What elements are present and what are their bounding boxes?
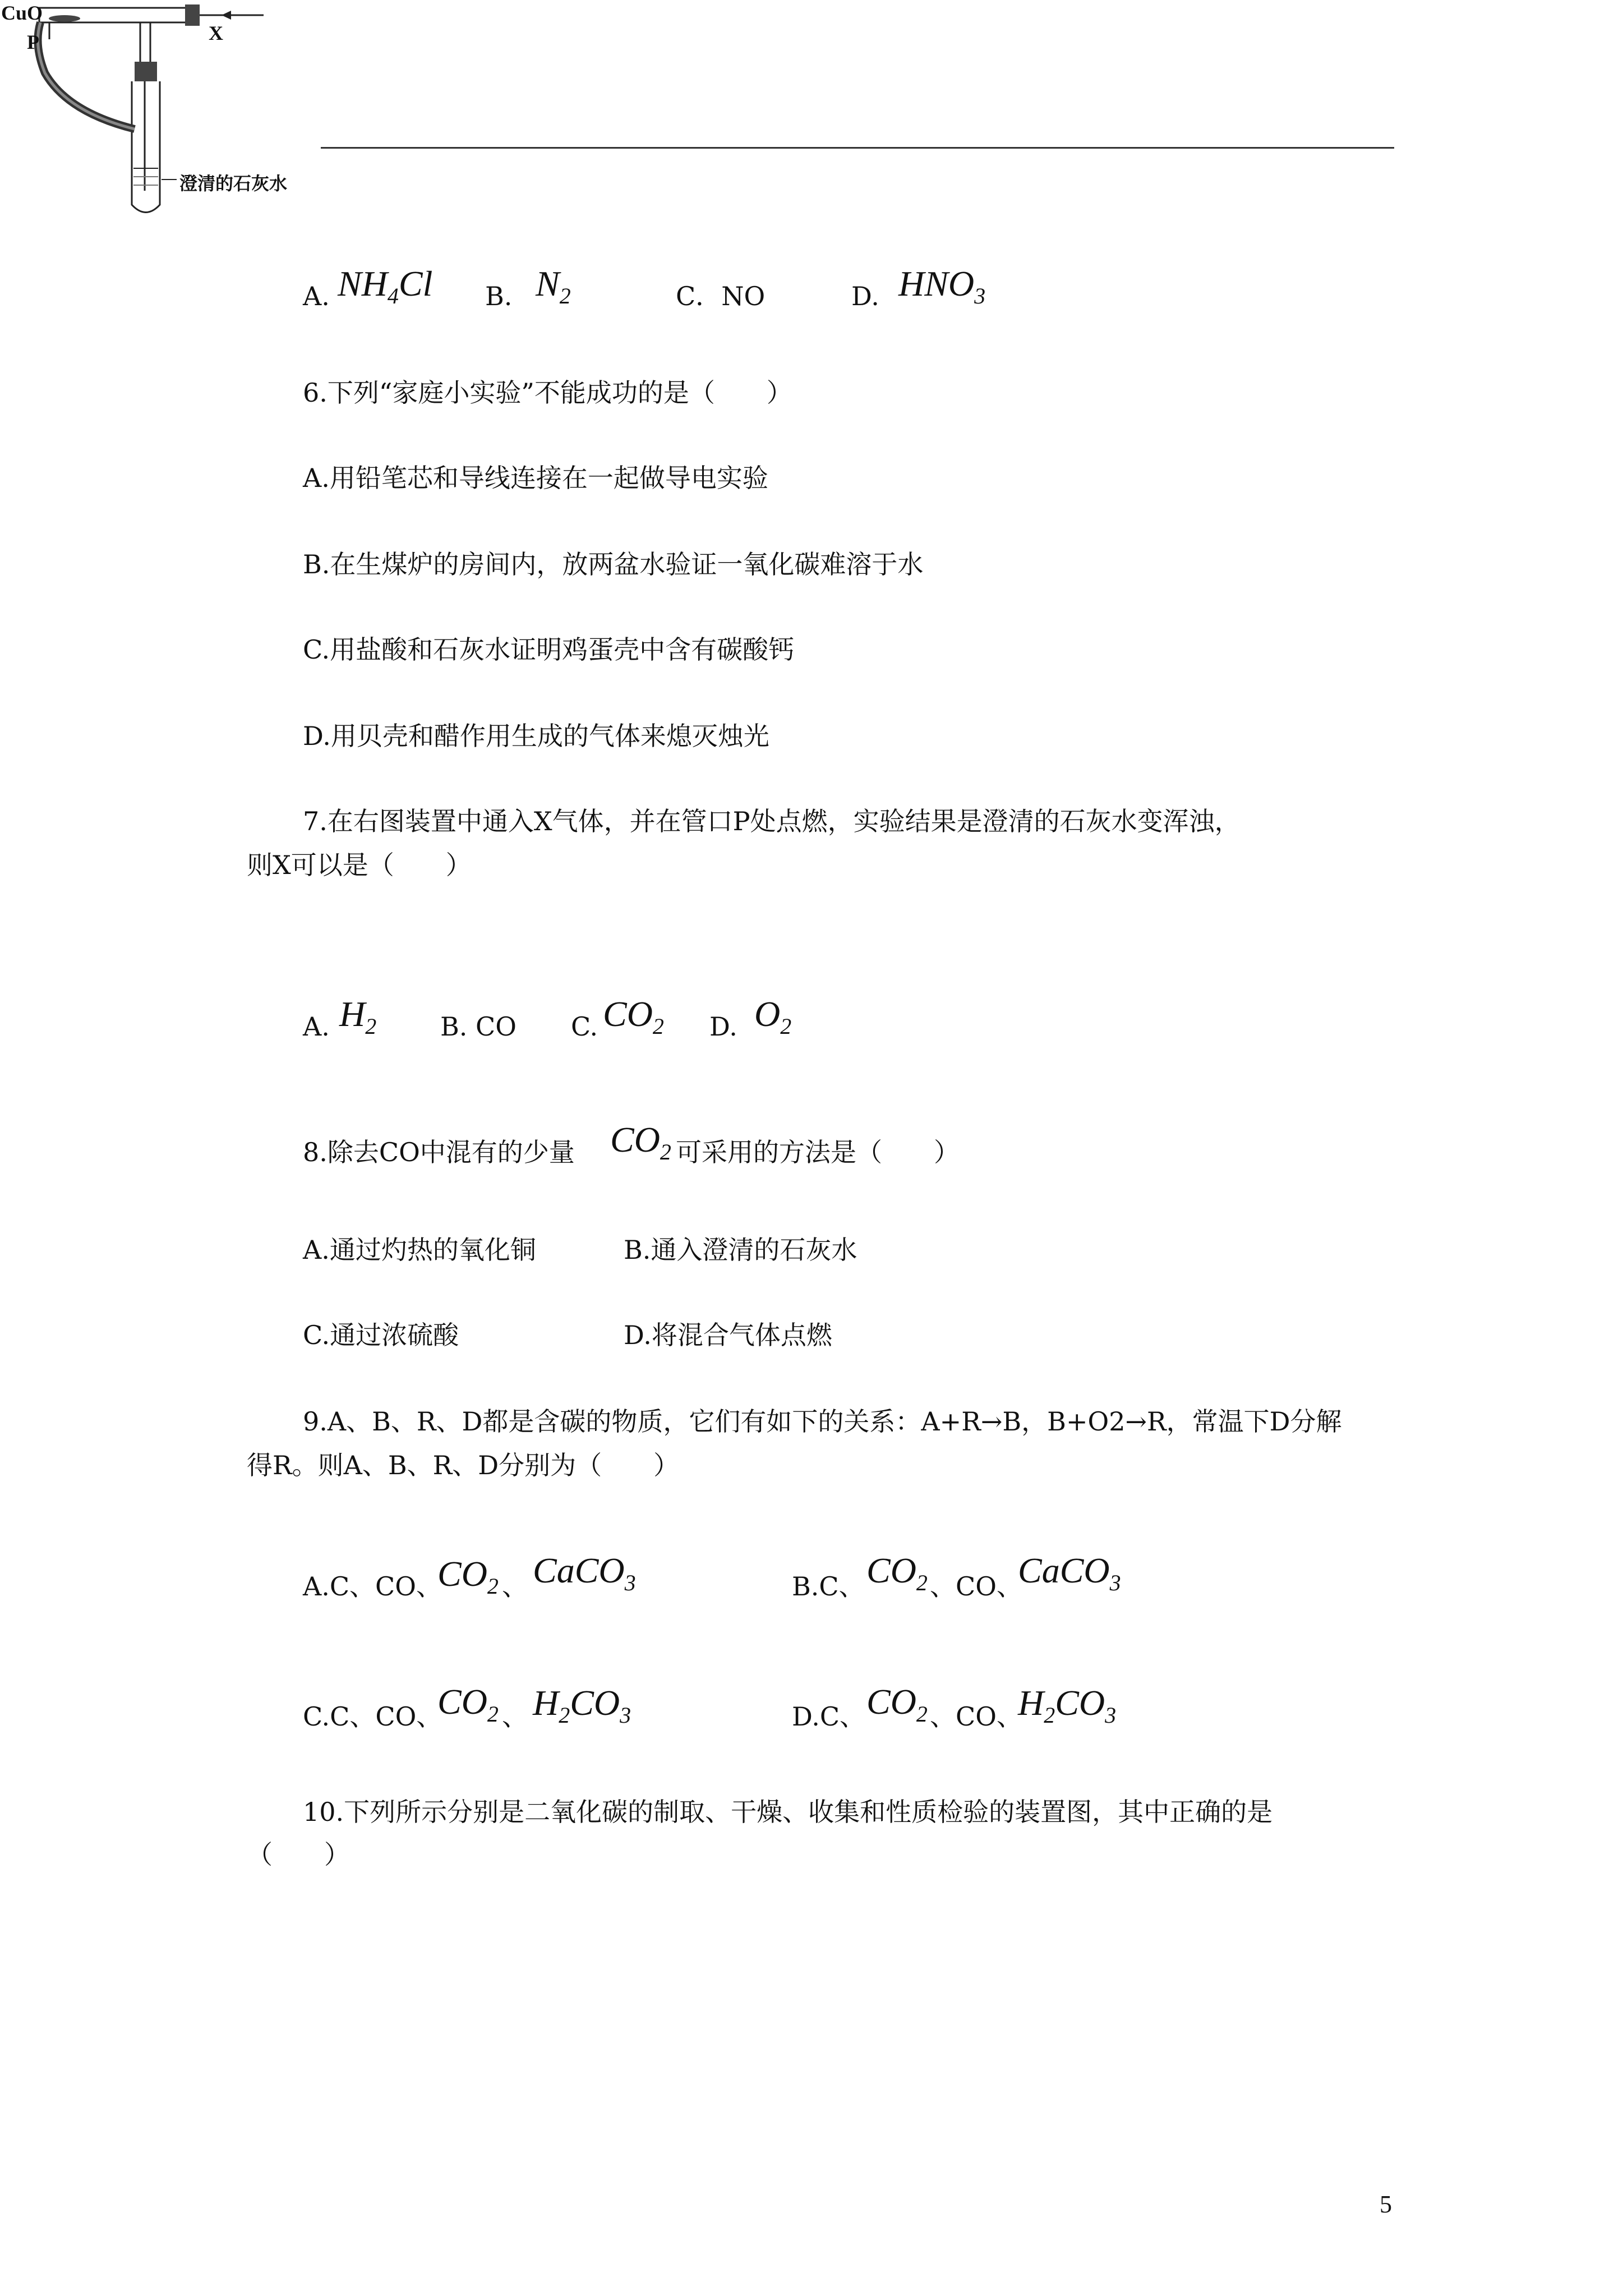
q7-stem-line2: 则X可以是（ ） <box>247 850 472 880</box>
q9-option-a-co2: $CO_2$ <box>437 1554 499 1599</box>
q7-option-d-formula: $O_2$ <box>754 994 792 1039</box>
q7-option-a-prefix: A. <box>303 1011 330 1042</box>
q5-option-b-formula: $N_2$ <box>536 264 571 309</box>
figure-label-p: P <box>27 31 39 53</box>
q8-option-d: D.将混合气体点燃 <box>624 1320 832 1350</box>
q8-option-b: B.通入澄清的石灰水 <box>624 1235 857 1265</box>
q6-option-a: A.用铅笔芯和导线连接在一起做导电实验 <box>303 463 768 493</box>
q7-option-c-formula: $CO_2$ <box>603 994 664 1039</box>
q8-option-c: C.通过浓硫酸 <box>303 1320 459 1350</box>
q5-option-d-prefix: D. <box>851 281 879 311</box>
q9-option-d-mid: 、CO、 <box>930 1701 1022 1732</box>
q8-option-a: A.通过灼热的氧化铜 <box>303 1235 536 1265</box>
figure-label-x: X <box>209 22 223 44</box>
q9-option-b-text: B.C、 <box>792 1571 865 1602</box>
q7-option-b: B. CO <box>440 1011 517 1042</box>
q9-option-a-caco3: CaCO$_3$ <box>533 1550 636 1595</box>
q6-option-d: D.用贝壳和醋作用生成的气体来熄灭烛光 <box>303 721 769 751</box>
page-number: 5 <box>1380 2191 1392 2218</box>
q9-option-a-text: A.C、CO、 <box>303 1571 442 1602</box>
q9-option-d-h2co3: $H_2CO_3$ <box>1018 1683 1117 1728</box>
q9-stem-line1: 9.A、B、R、D都是含碳的物质，它们有如下的关系：A+R→B，B+O2→R，常温下D分解 <box>303 1406 1342 1437</box>
q5-option-a-formula: $NH_4Cl$ <box>338 264 433 309</box>
q9-option-b-mid: 、CO、 <box>930 1571 1022 1602</box>
q9-option-c-sep: 、 <box>502 1701 528 1732</box>
q7-option-d-prefix: D. <box>709 1011 737 1042</box>
q10-stem-line1: 10.下列所示分别是二氧化碳的制取、干燥、收集和性质检验的装置图，其中正确的是 <box>303 1797 1273 1827</box>
q9-option-c-text: C.C、CO、 <box>303 1701 442 1732</box>
q9-option-d-co2: $CO_2$ <box>866 1682 928 1727</box>
answer-line <box>321 147 1394 149</box>
q9-option-c-h2co3: $H_2CO_3$ <box>533 1683 631 1728</box>
q8-stem-after: 可采用的方法是（ ） <box>676 1137 960 1167</box>
q8-stem-formula: $CO_2$ <box>610 1120 671 1165</box>
q9-option-c-co2: $CO_2$ <box>437 1682 499 1727</box>
q7-stem-line1: 7.在右图装置中通入X气体，并在管口P处点燃，实验结果是澄清的石灰水变浑浊， <box>303 806 1241 836</box>
figure-label-cuo: CuO <box>1 2 43 24</box>
q9-option-b-caco3: CaCO$_3$ <box>1018 1550 1121 1595</box>
q5-option-b-prefix: B. <box>485 281 513 311</box>
q8-stem-before: 8.除去CO中混有的少量 <box>303 1137 575 1167</box>
q6-option-b: B.在生煤炉的房间内，放两盆水验证一氧化碳难溶于水 <box>303 549 924 579</box>
q5-option-a-prefix: A. <box>303 281 330 311</box>
q9-stem-line2: 得R。则A、B、R、D分别为（ ） <box>247 1450 680 1480</box>
q5-option-c: C．NO <box>676 281 766 311</box>
apparatus-figure <box>0 0 336 224</box>
q7-option-a-formula: $H_2$ <box>339 994 377 1039</box>
figure-label-limewater: 澄清的石灰水 <box>179 173 288 194</box>
q6-option-c: C.用盐酸和石灰水证明鸡蛋壳中含有碳酸钙 <box>303 634 795 665</box>
q10-stem-line2: （ ） <box>247 1839 350 1870</box>
q6-stem: 6.下列“家庭小实验”不能成功的是（ ） <box>303 378 792 408</box>
q9-option-a-sep: 、 <box>502 1571 528 1602</box>
q9-option-b-co2: $CO_2$ <box>866 1550 928 1595</box>
q9-option-d-text: D.C、 <box>792 1701 866 1732</box>
q5-option-d-formula: $HNO_3$ <box>898 264 986 309</box>
q7-option-c-prefix: C. <box>571 1011 598 1042</box>
